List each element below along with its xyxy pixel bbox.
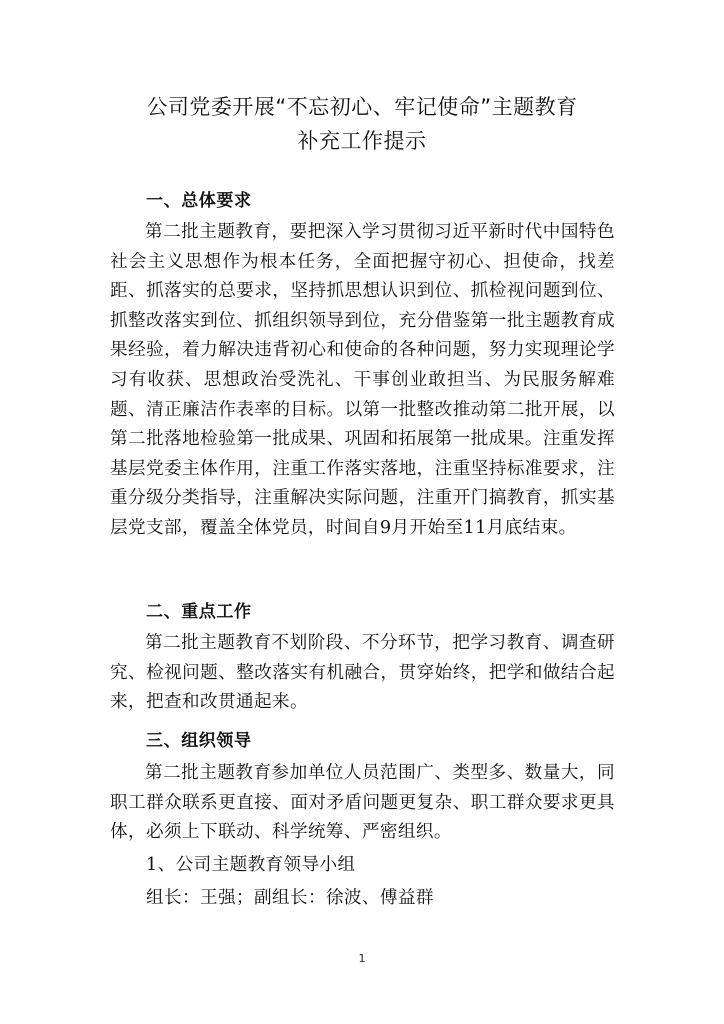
section-body-key-work — [110, 629, 615, 718]
section-heading-organization: 三、组织领导 — [146, 731, 252, 751]
section-body-organization — [110, 759, 615, 848]
document-title-line-2: 补充工作提示 — [297, 129, 427, 153]
leaders-line: 组长：王强；副组长：徐波、傅益群 — [146, 888, 434, 908]
section-heading-key-work: 二、重点工作 — [146, 602, 252, 622]
list-item-leading-group: 1、公司主题教育领导小组 — [146, 855, 356, 875]
page-number: 1 — [358, 952, 366, 965]
section-body-general-requirements — [110, 218, 615, 544]
paragraph-general-requirements: 第二批主题教育，要把深入学习贯彻习近平新时代中国特色社会主义思想作为根本任务，全面把握守初心、担使命，找差距、抓落实的总要求，坚持抓思想认识到位、抓检视问题到位、抓整改落实到位、抓组织领导到位，充分借鉴第一批主题教育成果经验，着力解决违背初心和使命的各种问题，努力实现理论学习有收获、思想政治受洗礼、干事创业敢担当、为民服务解难题、清正廉洁作表率的目标。以第一批整改推动第二批开展，以第二批落地检验第一批成果、巩固和拓展第一批成果。注重发挥基层党委主体作用，注重工作落实落地，注重坚持标准要求，注重分级分类指导，注重解决实际问题，注重开门搞教育，抓实基层党支部，覆盖全体党员，时间自9月开始至11月底结束。 — [110, 222, 615, 538]
section-heading-general-requirements: 一、总体要求 — [146, 191, 252, 211]
document-title-line-1: 公司党委开展“不忘初心、牢记使命”主题教育 — [146, 95, 578, 119]
paragraph-organization: 第二批主题教育参加单位人员范围广、类型多、数量大，同职工群众联系更直接、面对矛盾问题更复杂、职工群众要求更具体，必须上下联动、科学统筹、严密组织。 — [110, 763, 615, 843]
paragraph-key-work: 第二批主题教育不划阶段、不分环节，把学习教育、调查研究、检视问题、整改落实有机融合，贯穿始终，把学和做结合起来，把查和改贯通起来。 — [110, 633, 615, 713]
